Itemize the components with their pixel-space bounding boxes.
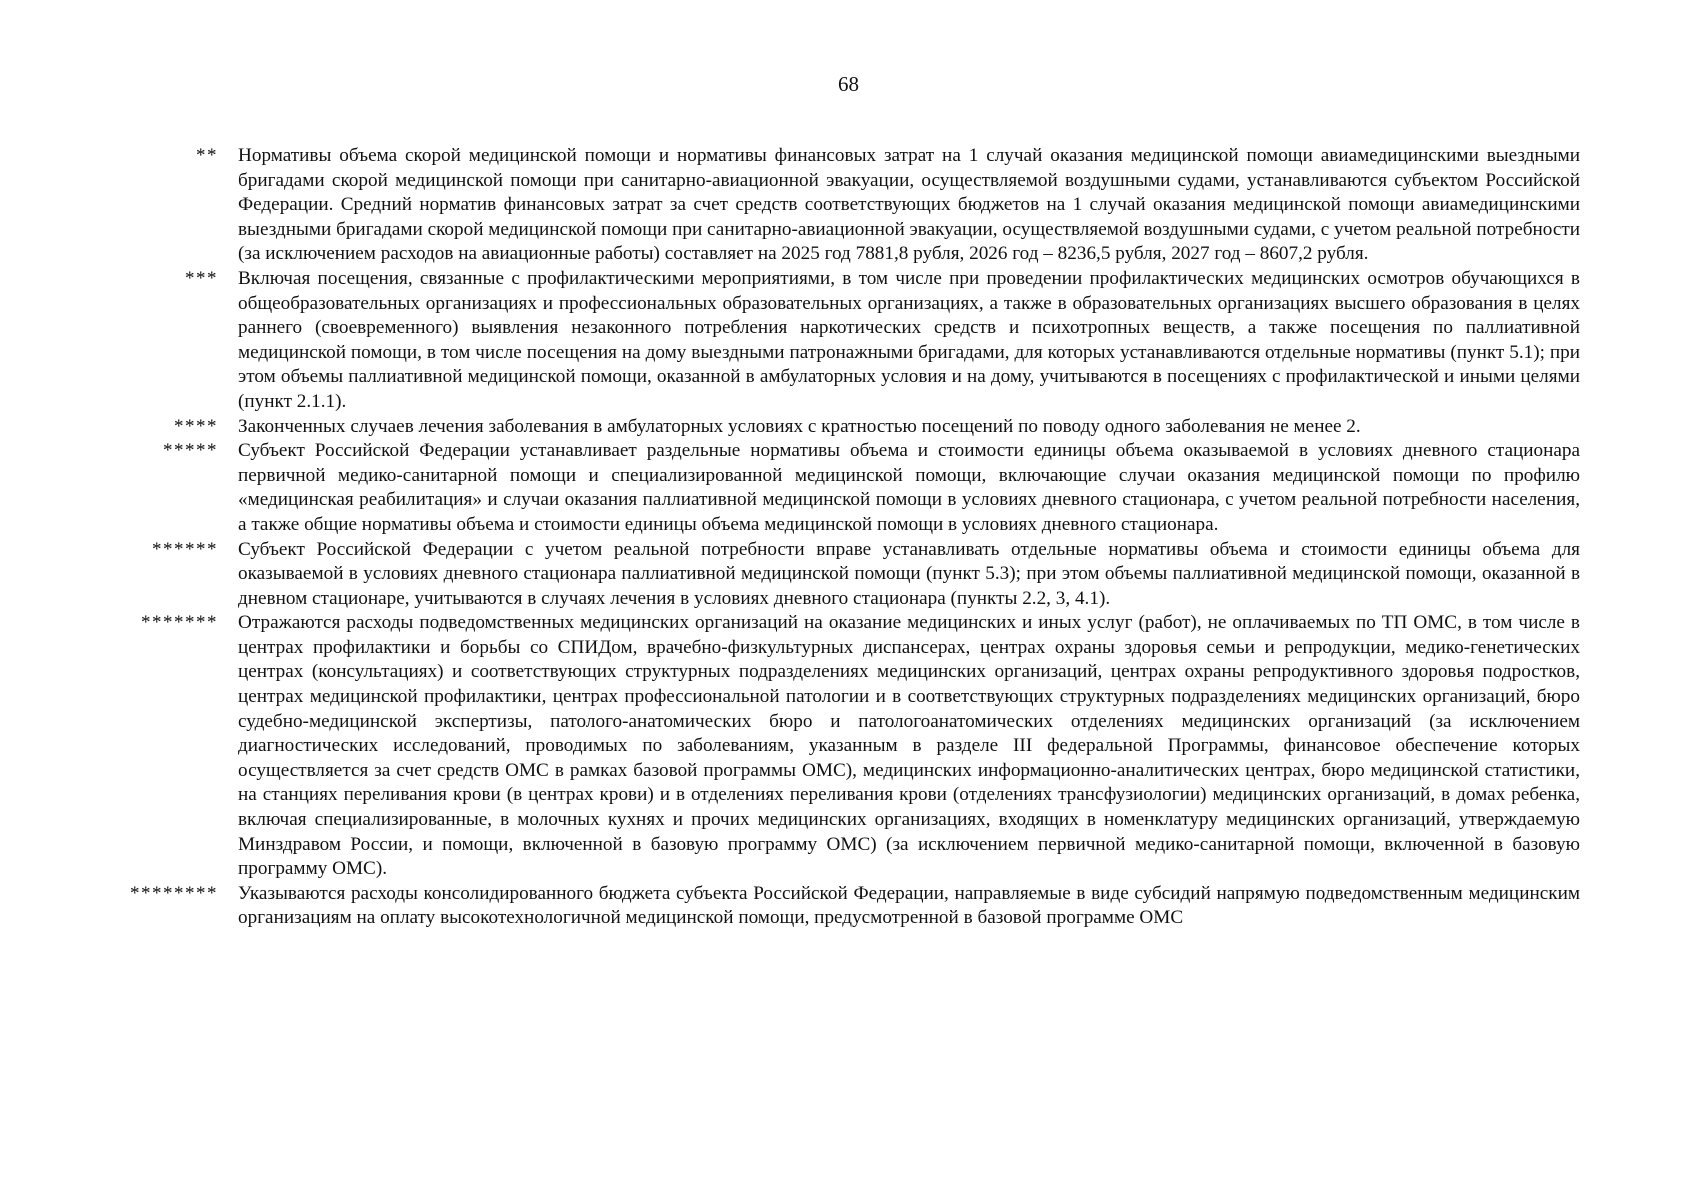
footnote-text: Законченных случаев лечения заболевания в амбулаторных условиях с кратностью посещений по поводу одного заболевания не менее 2.	[238, 415, 1361, 437]
footnote	[120, 267, 1580, 415]
footnote	[120, 538, 1580, 612]
footnote-text: Субъект Российской Федерации устанавливает раздельные нормативы объема и стоимости единицы объема оказываемой в условиях дневного стационара первичной медико-санитарной помощи и специализированной медицинской помощи, включающие случаи оказания медицинской помощи по профилю «медицинская реабилитация» и случаи оказания паллиативной медицинской помощи в условиях дневного стационара, с учетом реальной потребности населения, а также общие нормативы объема и стоимости единицы объема медицинской помощи в условиях дневного стационара.	[238, 440, 1580, 535]
footnote-text: Включая посещения, связанные с профилактическими мероприятиями, в том числе при проведении профилактических медицинских осмотров обучающихся в общеобразовательных организациях и профессиональных образовательных организациях, а также в образовательных организациях высшего образования в целях раннего (своевременного) выявления незаконного потребления наркотических средств и психотропных веществ, а также посещения по паллиативной медицинской помощи, в том числе посещения на дому выездными патронажными бригадами, для которых устанавливаются отдельные нормативы (пункт 5.1); при этом объемы паллиативной медицинской помощи, оказанной в амбулаторных условия и на дому, учитываются в посещениях с профилактической и иными целями (пункт 2.1.1).	[238, 267, 1580, 412]
footnote	[120, 882, 1580, 931]
footnote-marker: ****	[174, 415, 218, 437]
footnote-text: Субъект Российской Федерации с учетом реальной потребности вправе устанавливать отдельные нормативы объема и стоимости единицы объема для оказываемой в условиях дневного стационара паллиативной медицинской помощи (пункт 5.3); при этом объемы паллиативной медицинской помощи, оказанной в дневном стационаре, учитываются в случаях лечения в условиях дневного стационара (пункты 2.2, 3, 4.1).	[238, 538, 1580, 609]
footnote-marker: ******	[152, 538, 218, 560]
footnote-marker: *******	[141, 612, 218, 634]
footnote-marker: **	[196, 145, 218, 166]
footnote-marker: ***	[185, 267, 218, 289]
footnotes-list	[120, 144, 1580, 931]
footnote	[120, 144, 1580, 267]
footnote-marker: *****	[163, 440, 218, 462]
footnote-text: Отражаются расходы подведомственных медицинских организаций на оказание медицинских и иных услуг (работ), не оплачиваемых по ТП ОМС, в том числе в центрах профилактики и борьбы со СПИДом, врачебно-физкультурных диспансерах, центрах охраны здоровья семьи и репродукции, медико-генетических центрах (консультациях) и соответствующих структурных подразделениях медицинских организаций, центрах охраны репродуктивного здоровья подростков, центрах медицинской профилактики, центрах профессиональной патологии и в соответствующих структурных подразделениях медицинских организаций, бюро судебно-медицинской экспертизы, патолого-анатомических бюро и патологоанатомических отделениях медицинских организаций (за исключением диагностических исследований, проводимых по заболеваниям, указанным в разделе III федеральной Программы, финансовое обеспечение которых осуществляется за счет средств ОМС в рамках базовой программы ОМС), медицинских информационно-аналитических центрах, бюро медицинской статистики, на станциях переливания крови (в центрах крови) и в отделениях переливания крови (отделениях трансфузиологии) медицинских организаций, в домах ребенка, включая специализированные, в молочных кухнях и прочих медицинских организациях, входящих в номенклатуру медицинских организаций, утверждаемую Минздравом России, и помощи, включенной в базовую программу ОМС) (за исключением первичной медико-санитарной помощи, включенной в базовую программу ОМС).	[238, 612, 1580, 880]
footnote-marker: ********	[130, 882, 218, 904]
footnote-text: Нормативы объема скорой медицинской помощи и нормативы финансовых затрат на 1 случай оказания медицинской помощи авиамедицинскими выездными бригадами скорой медицинской помощи при санитарно-авиационной эвакуации, осуществляемой воздушными судами, устанавливаются субъектом Российской Федерации. Средний норматив финансовых затрат за счет средств соответствующих бюджетов на 1 случай оказания медицинской помощи авиамедицинскими выездными бригадами скорой медицинской помощи при санитарно-авиационной эвакуации, осуществляемой воздушными судами, с учетом реальной потребности (за исключением расходов на авиационные работы) составляет на 2025 год 7881,8 рубля, 2026 год – 8236,5 рубля, 2027 год – 8607,2 рубля.	[238, 145, 1580, 265]
footnote	[120, 611, 1580, 882]
footnote-text: Указываются расходы консолидированного бюджета субъекта Российской Федерации, направляемые в виде субсидий напрямую подведомственным медицинским организациям на оплату высокотехнологичной медицинской помощи, предусмотренной в базовой программе ОМС	[238, 882, 1580, 929]
page-number: 68	[838, 72, 859, 96]
footnote	[120, 439, 1580, 537]
footnote	[120, 415, 1580, 440]
